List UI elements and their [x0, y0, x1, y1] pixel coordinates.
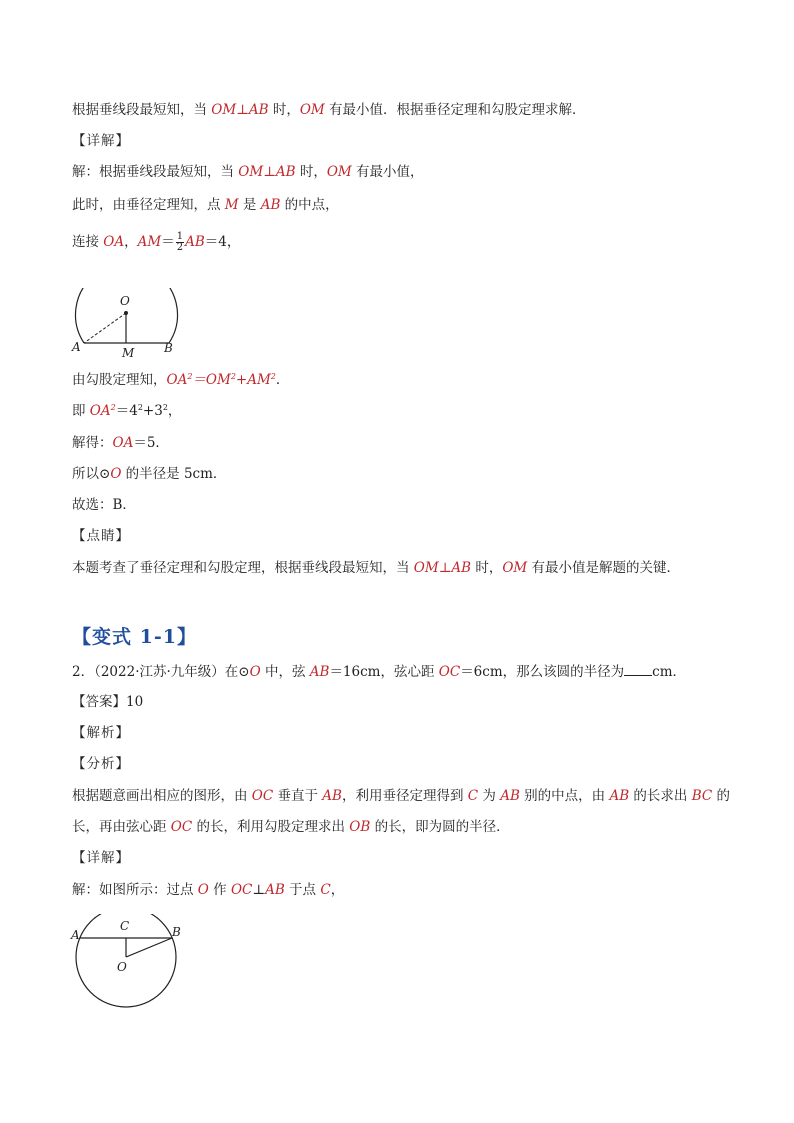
text-span: 中，弦 — [260, 664, 310, 680]
fraction-numerator: 1 — [176, 231, 184, 242]
math-span: OM⊥AB — [211, 102, 269, 118]
label-a: A — [72, 340, 81, 354]
text-span: ⊥ — [252, 882, 266, 898]
text-span: 的半径是 5cm． — [121, 466, 227, 482]
text-span: 根据垂线段最短知，当 — [72, 102, 212, 118]
fraction-denominator: 2 — [176, 242, 184, 253]
math-span: OM — [299, 102, 325, 118]
detail-tag-2: 【详解】 — [72, 850, 130, 866]
math-span: + — [235, 372, 248, 388]
math-span: AB — [185, 234, 205, 250]
exponent: 2 — [162, 403, 168, 412]
calc-line — [72, 401, 181, 421]
math-span: AB — [322, 788, 342, 804]
math-span: AB — [609, 788, 630, 804]
label-b: B — [172, 925, 181, 939]
math-span: OC — [230, 882, 253, 898]
text-span: 此时，由垂径定理知，点 — [72, 197, 225, 213]
solution-line-2 — [72, 195, 339, 215]
exponent: 2 — [187, 372, 193, 381]
analysis-tag: 【分析】 — [72, 756, 130, 772]
text-span: 即 — [72, 403, 90, 419]
text-span: 时， — [295, 164, 327, 180]
math-span: AB — [265, 882, 285, 898]
circle-figure-1 — [66, 288, 196, 364]
analysis-line-1 — [72, 786, 730, 806]
label-o: O — [117, 960, 127, 974]
segment-oa-dashed — [84, 313, 126, 343]
math-span: ＝ — [192, 372, 206, 388]
text-span: +3 — [142, 403, 163, 419]
solution-line-1 — [72, 162, 424, 182]
math-span: OA — [112, 435, 134, 451]
label-o: O — [120, 294, 130, 308]
math-span: OM — [502, 560, 528, 576]
math-span: AM — [137, 234, 162, 250]
math-span: OB — [349, 819, 371, 835]
fraction — [176, 232, 184, 253]
center-point — [124, 311, 128, 315]
text-span: 有最小值．根据垂径定理和勾股定理求解． — [324, 102, 586, 118]
text-span: ， — [124, 234, 138, 250]
radius-line — [72, 464, 226, 484]
math-span: BC — [691, 788, 713, 804]
math-span: OA — [103, 234, 125, 250]
text-span: 于点 — [284, 882, 321, 898]
text-span: 根据题意画出相应的图形，由 — [72, 788, 252, 804]
math-span: M — [224, 197, 239, 213]
text-span: ， — [330, 882, 345, 898]
answer-blank — [624, 663, 652, 676]
text-span: 为 — [478, 788, 501, 804]
text-span: 作 — [208, 882, 231, 898]
choice-line: 故选：B． — [72, 497, 136, 513]
math-span: OA — [166, 372, 188, 388]
math-span: OC — [438, 664, 461, 680]
text-span: 的中点， — [280, 197, 339, 213]
math-span: AB — [309, 664, 330, 680]
text-span: 垂直于 — [273, 788, 323, 804]
text-span: ， — [167, 403, 182, 419]
text-span: ，利用垂径定理得到 — [341, 788, 468, 804]
comment-line — [72, 558, 680, 578]
math-span: OM — [205, 372, 231, 388]
text-span: ． — [275, 372, 290, 388]
math-span: O — [110, 466, 122, 482]
text-span: 别的中点，由 — [519, 788, 610, 804]
math-span: OM⊥AB — [238, 164, 296, 180]
solution-line-2-1 — [72, 880, 344, 900]
text-span: 所以⊙ — [72, 466, 111, 482]
text-span: 的长，即为圆的半径． — [370, 819, 510, 835]
label-a: A — [71, 928, 80, 942]
text-span: ＝4， — [204, 234, 241, 250]
analysis-text — [72, 100, 586, 120]
math-span: C — [320, 882, 331, 898]
text-span: 有最小值是解题的关键． — [527, 560, 681, 576]
text-span: 由勾股定理知， — [72, 372, 167, 388]
math-span: C — [467, 788, 479, 804]
text-span: 是 — [238, 197, 261, 213]
analysis-line-2 — [72, 817, 510, 837]
text-span: ＝16cm，弦心距 — [329, 664, 439, 680]
text-span: 解得： — [72, 435, 113, 451]
exponent: 2 — [230, 372, 236, 381]
text-span: 时， — [268, 102, 300, 118]
math-span: AB — [500, 788, 520, 804]
text-span: ＝5． — [133, 435, 169, 451]
text-span: 长，再由弦心距 — [72, 819, 171, 835]
comment-tag: 【点睛】 — [72, 528, 130, 544]
text-span: 的 — [712, 788, 731, 804]
variant-heading: 【变式 1-1】 — [72, 626, 197, 648]
detail-tag: 【详解】 — [72, 133, 130, 149]
segment-ob — [126, 938, 172, 957]
exponent: 2 — [137, 403, 143, 412]
label-b: B — [164, 341, 173, 355]
math-span: AB — [260, 197, 281, 213]
solve-line — [72, 433, 169, 453]
text-span: ＝ — [161, 234, 175, 250]
text-span: 2．（2022·江苏·九年级）在⊙ — [72, 664, 250, 680]
math-span: OC — [170, 819, 193, 835]
math-span: O — [249, 664, 261, 680]
label-c: C — [120, 919, 130, 933]
answer-line: 【答案】10 — [72, 694, 144, 710]
math-span: OM — [326, 164, 352, 180]
exponent: 2 — [110, 403, 116, 412]
label-m: M — [122, 346, 135, 360]
text-span: 连接 — [72, 234, 104, 250]
text-span: 时， — [471, 560, 503, 576]
text-span: cm． — [652, 664, 687, 680]
math-span: OC — [251, 788, 274, 804]
exponent: 2 — [270, 372, 276, 381]
text-span: 本题考查了垂径定理和勾股定理，根据垂线段最短知，当 — [72, 560, 414, 576]
math-span: O — [197, 882, 209, 898]
math-span: OA — [89, 403, 111, 419]
math-span: OM⊥AB — [413, 560, 472, 576]
solution-line-3 — [72, 228, 240, 256]
text-span: 的长，利用勾股定理求出 — [192, 819, 350, 835]
circle-figure-2 — [66, 914, 196, 1014]
text-span: 解：根据垂线段最短知，当 — [72, 164, 239, 180]
explain-tag: 【解析】 — [72, 725, 130, 741]
text-span: ＝6cm，那么该圆的半径为 — [460, 664, 625, 680]
question-line — [72, 662, 686, 682]
text-span: 的长求出 — [629, 788, 692, 804]
math-span: AM — [247, 372, 271, 388]
text-span: 解：如图所示：过点 — [72, 882, 198, 898]
text-span: 有最小值， — [351, 164, 424, 180]
pythagoras-line — [72, 370, 289, 390]
text-span: ＝4 — [115, 403, 138, 419]
